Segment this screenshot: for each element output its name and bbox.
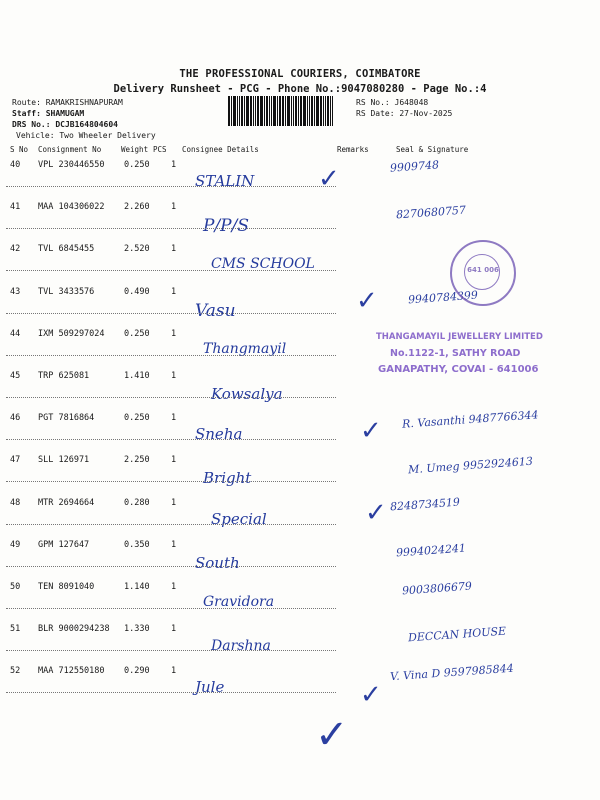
- row-sno: 44: [10, 329, 21, 339]
- row-sno: 47: [10, 455, 21, 465]
- table-row: [0, 202, 600, 242]
- row-divider: [6, 566, 336, 567]
- row-sno: 45: [10, 371, 21, 381]
- row-consignee-name: Gravidora: [203, 594, 275, 610]
- row-consignment-no: MAA 104306022: [38, 202, 105, 212]
- row-pcs: 1: [171, 582, 177, 592]
- table-row: [0, 455, 600, 495]
- row-pcs: 1: [171, 202, 177, 212]
- row-weight: 2.260: [124, 202, 150, 212]
- row-divider: [6, 186, 336, 187]
- row-divider: [6, 650, 336, 651]
- tick-mark: ✓: [360, 680, 382, 710]
- row-weight: 0.290: [124, 666, 150, 676]
- row-sno: 42: [10, 244, 21, 254]
- row-consignee-name: Jule: [195, 678, 225, 696]
- row-divider: [6, 524, 336, 525]
- tick-mark: ✓: [315, 712, 349, 758]
- vehicle-label: Vehicle: Two Wheeler Delivery: [16, 131, 156, 140]
- row-consignment-no: MAA 712550180: [38, 666, 105, 676]
- row-divider: [6, 439, 336, 440]
- document-subtitle: Delivery Runsheet - PCG - Phone No.:9047080280 - Page No.:4: [113, 83, 487, 95]
- col-pcs: PCS: [153, 145, 167, 154]
- row-weight: 2.520: [124, 244, 150, 254]
- barcode: [228, 96, 350, 126]
- row-signature: 9003806679: [401, 579, 473, 598]
- row-sno: 40: [10, 160, 21, 170]
- row-pcs: 1: [171, 413, 177, 423]
- round-seal: 641 006: [450, 240, 516, 306]
- row-pcs: 1: [171, 329, 177, 339]
- drs-label: DRS No.: DCJB164804604: [12, 120, 118, 129]
- row-consignee-name: Vasu: [195, 301, 236, 321]
- row-sno: 43: [10, 287, 21, 297]
- row-weight: 0.350: [124, 540, 150, 550]
- rs-number: RS No.: J648048: [356, 98, 429, 107]
- row-pcs: 1: [171, 244, 177, 254]
- table-row: [0, 624, 600, 664]
- row-sno: 46: [10, 413, 21, 423]
- stamp-line1: THANGAMAYIL JEWELLERY LIMITED: [376, 332, 543, 342]
- row-sno: 41: [10, 202, 21, 212]
- row-pcs: 1: [171, 624, 177, 634]
- col-remarks: Remarks: [337, 145, 369, 154]
- row-consignee-name: Bright: [203, 469, 252, 487]
- row-sno: 51: [10, 624, 21, 634]
- table-row: [0, 160, 600, 200]
- col-weight: Weight: [121, 145, 149, 154]
- row-divider: [6, 355, 336, 356]
- row-consignment-no: BLR 9000294238: [38, 624, 110, 634]
- row-divider: [6, 313, 336, 314]
- row-divider: [6, 397, 336, 398]
- table-row: [0, 371, 600, 411]
- row-pcs: 1: [171, 160, 177, 170]
- col-seal-signature: Seal & Signature: [396, 145, 469, 154]
- col-sno: S No: [10, 145, 29, 154]
- row-pcs: 1: [171, 287, 177, 297]
- row-consignment-no: MTR 2694664: [38, 498, 95, 508]
- row-consignee-name: Darshna: [211, 638, 271, 654]
- row-pcs: 1: [171, 540, 177, 550]
- row-weight: 0.250: [124, 160, 150, 170]
- row-consignment-no: SLL 126971: [38, 455, 90, 465]
- row-consignment-no: VPL 230446550: [38, 160, 105, 170]
- row-weight: 1.410: [124, 371, 150, 381]
- row-consignee-name: South: [195, 554, 240, 572]
- rs-date: RS Date: 27-Nov-2025: [356, 109, 453, 118]
- document-title: THE PROFESSIONAL COURIERS, COIMBATORE: [179, 68, 421, 80]
- row-consignment-no: PGT 7816864: [38, 413, 95, 423]
- col-consignment: Consignment No: [38, 145, 102, 154]
- table-row: [0, 495, 600, 538]
- row-signature: 9994024241: [395, 541, 467, 560]
- tick-mark: ✓: [365, 498, 387, 528]
- row-signature: DECCAN HOUSE: [407, 624, 507, 645]
- row-signature: M. Umeg 9952924613: [407, 454, 534, 477]
- row-signature: 8270680757: [395, 203, 467, 222]
- row-consignee-name: Sneha: [195, 425, 243, 443]
- row-signature: R. Vasanthi 9487766344: [401, 408, 539, 431]
- row-signature: V. Vina D 9597985844: [389, 661, 515, 684]
- row-weight: 0.250: [124, 329, 150, 339]
- row-signature: 9940784399: [407, 288, 479, 307]
- row-consignment-no: IXM 509297024: [38, 329, 105, 339]
- row-weight: 0.280: [124, 498, 150, 508]
- table-row: [0, 661, 600, 706]
- row-consignee-name: Kowsalya: [211, 385, 283, 403]
- row-signature: 8248734519: [389, 495, 461, 514]
- row-divider: [6, 692, 336, 693]
- route-label: Route: RAMAKRISHNAPURAM: [12, 98, 123, 107]
- row-pcs: 1: [171, 666, 177, 676]
- row-consignee-name: P/P/S: [203, 216, 249, 236]
- row-sno: 48: [10, 498, 21, 508]
- staff-label: Staff: SHAMUGAM: [12, 109, 85, 118]
- row-sno: 50: [10, 582, 21, 592]
- row-weight: 0.490: [124, 287, 150, 297]
- row-consignee-name: Special: [211, 510, 267, 528]
- row-pcs: 1: [171, 455, 177, 465]
- stamp-line2: No.1122-1, SATHY ROAD: [390, 348, 521, 359]
- row-divider: [6, 608, 336, 609]
- row-weight: 1.330: [124, 624, 150, 634]
- row-signature: 9909748: [389, 158, 440, 175]
- row-divider: [6, 481, 336, 482]
- row-pcs: 1: [171, 371, 177, 381]
- row-consignment-no: TEN 8091040: [38, 582, 95, 592]
- row-weight: 2.250: [124, 455, 150, 465]
- tick-mark: ✓: [318, 164, 340, 194]
- table-row: [0, 287, 600, 327]
- table-row: [0, 408, 600, 453]
- row-weight: 1.140: [124, 582, 150, 592]
- row-consignment-no: GPM 127647: [38, 540, 90, 550]
- table-row: [0, 579, 600, 622]
- row-consignment-no: TVL 3433576: [38, 287, 95, 297]
- row-consignee-name: Thangmayil: [203, 341, 287, 357]
- col-consignee: Consignee Details: [182, 145, 259, 154]
- stamp-line3: GANAPATHY, COVAI - 641006: [378, 364, 539, 375]
- row-sno: 52: [10, 666, 21, 676]
- row-weight: 0.250: [124, 413, 150, 423]
- tick-mark: ✓: [360, 416, 382, 446]
- row-sno: 49: [10, 540, 21, 550]
- tick-mark: ✓: [356, 286, 378, 316]
- row-divider: [6, 228, 336, 229]
- row-consignment-no: TRP 625081: [38, 371, 90, 381]
- row-divider: [6, 270, 336, 271]
- row-consignee-name: STALIN: [195, 172, 255, 190]
- table-row: [0, 540, 600, 580]
- row-pcs: 1: [171, 498, 177, 508]
- row-consignee-name: CMS SCHOOL: [211, 256, 315, 272]
- row-consignment-no: TVL 6845455: [38, 244, 95, 254]
